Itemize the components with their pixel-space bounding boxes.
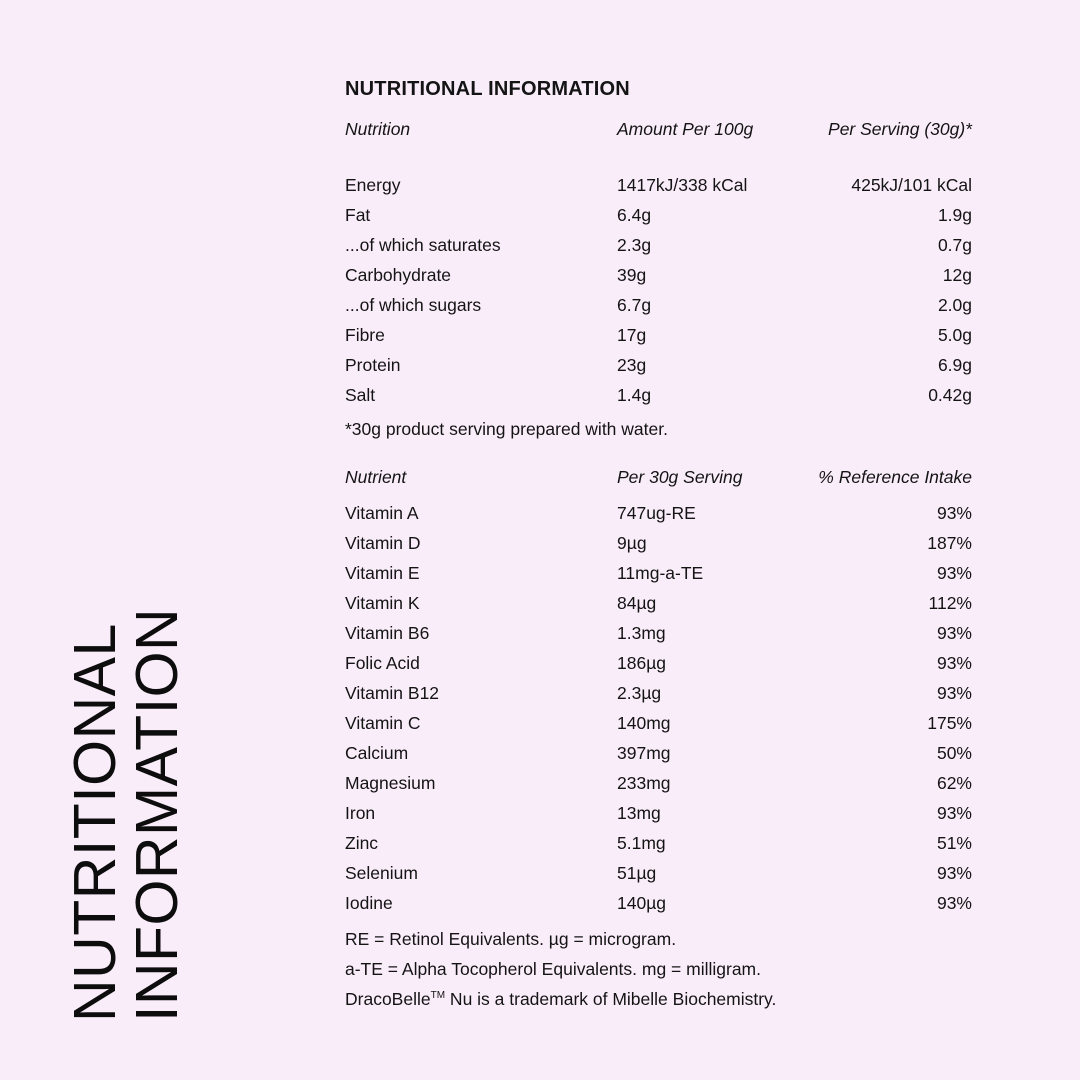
nutrient-label: Vitamin B12: [345, 683, 440, 703]
abbreviation-note-re: RE = Retinol Equivalents. µg = microgram.: [345, 929, 677, 949]
nutrition-panel: [345, 76, 972, 1014]
serving-footnote: *30g product serving prepared with water.: [345, 419, 668, 439]
nutrient-label: Vitamin C: [345, 713, 421, 733]
reference-intake-value: 62%: [936, 773, 972, 793]
nutrient-label: Vitamin B6: [345, 623, 430, 643]
macro-table-header: [345, 114, 972, 144]
reference-intake-value: 93%: [936, 683, 972, 703]
per-30g-serving-value: 9µg: [617, 533, 647, 553]
table-row: [345, 290, 972, 320]
table-row: [345, 798, 972, 828]
nutrient-label: Carbohydrate: [345, 265, 452, 285]
nutrient-label: Iron: [345, 803, 376, 823]
per-30g-serving-value: 140µg: [617, 893, 667, 913]
column-header-reference-intake: % Reference Intake: [818, 467, 972, 487]
nutrient-label: Calcium: [345, 743, 409, 763]
nutrient-label: Magnesium: [345, 773, 436, 793]
table-row: [345, 380, 972, 410]
nutrient-label: Vitamin E: [345, 563, 420, 583]
table-row: [345, 200, 972, 230]
micro-table-header: [345, 462, 972, 492]
nutrient-label: Iodine: [345, 893, 393, 913]
per-serving-value: 6.9g: [937, 355, 972, 375]
column-header-per-30g-serving: Per 30g Serving: [617, 467, 743, 487]
table-row: [345, 588, 972, 618]
reference-intake-value: 93%: [936, 623, 972, 643]
nutrient-label: ...of which saturates: [345, 235, 501, 255]
per-serving-value: 5.0g: [937, 325, 972, 345]
reference-intake-value: 93%: [936, 653, 972, 673]
reference-intake-value: 93%: [936, 803, 972, 823]
reference-intake-value: 50%: [936, 743, 972, 763]
reference-intake-value: 175%: [927, 713, 972, 733]
table-row: [345, 260, 972, 290]
macro-table-body: [345, 170, 972, 410]
column-header-per-serving: Per Serving (30g)*: [828, 119, 972, 139]
per-serving-value: 0.7g: [937, 235, 972, 255]
nutrient-label: Vitamin A: [345, 503, 419, 523]
nutrient-label: Salt: [345, 385, 376, 405]
table-row: [345, 528, 972, 558]
table-row: [345, 858, 972, 888]
table-row: [345, 648, 972, 678]
reference-intake-value: 93%: [936, 893, 972, 913]
table-row: [345, 230, 972, 260]
nutrient-label: Vitamin K: [345, 593, 420, 613]
per-30g-serving-value: 186µg: [617, 653, 667, 673]
per-30g-serving-value: 1.3mg: [617, 623, 666, 643]
table-row: [345, 738, 972, 768]
reference-intake-value: 187%: [927, 533, 972, 553]
per-30g-serving-value: 2.3µg: [617, 683, 662, 703]
amount-per-100g-value: 6.4g: [617, 205, 652, 225]
table-row: [345, 320, 972, 350]
per-serving-value: 0.42g: [928, 385, 972, 405]
column-header-nutrition: Nutrition: [345, 119, 411, 139]
per-30g-serving-value: 84µg: [617, 593, 657, 613]
panel-title: NUTRITIONAL INFORMATION: [345, 78, 630, 100]
amount-per-100g-value: 6.7g: [617, 295, 652, 315]
table-row: [345, 618, 972, 648]
per-30g-serving-value: 233mg: [617, 773, 671, 793]
per-30g-serving-value: 5.1mg: [617, 833, 666, 853]
amount-per-100g-value: 1.4g: [617, 385, 652, 405]
amount-per-100g-value: 17g: [617, 325, 647, 345]
per-30g-serving-value: 51µg: [617, 863, 657, 883]
micro-table-body: [345, 498, 972, 918]
reference-intake-value: 93%: [936, 563, 972, 583]
per-serving-value: 2.0g: [937, 295, 972, 315]
table-row: [345, 678, 972, 708]
reference-intake-value: 93%: [936, 863, 972, 883]
nutrient-label: Selenium: [345, 863, 418, 883]
per-serving-value: 1.9g: [937, 205, 972, 225]
table-row: [345, 768, 972, 798]
vertical-title-line-1: NUTRITIONAL: [62, 623, 128, 1022]
nutrient-label: Vitamin D: [345, 533, 421, 553]
nutrient-label: Protein: [345, 355, 401, 375]
nutrient-label: Fat: [345, 205, 371, 225]
trademark-suffix: Nu is a trademark of Mibelle Biochemistry.: [445, 989, 777, 1009]
nutrient-label: Fibre: [345, 325, 385, 345]
vertical-title-text: [64, 556, 200, 1022]
table-row: [345, 558, 972, 588]
amount-per-100g-value: 23g: [617, 355, 647, 375]
table-row: [345, 888, 972, 918]
vertical-title-line-2: INFORMATION: [124, 607, 190, 1022]
trademark-note: [345, 984, 972, 1014]
per-serving-value: 425kJ/101 kCal: [851, 175, 972, 195]
nutrient-label: Zinc: [345, 833, 379, 853]
nutrient-label: ...of which sugars: [345, 295, 482, 315]
abbreviation-note-ate: a-TE = Alpha Tocopherol Equivalents. mg = milligram.: [345, 959, 761, 979]
amount-per-100g-value: 39g: [617, 265, 647, 285]
column-header-nutrient: Nutrient: [345, 467, 407, 487]
column-header-amount-per-100g: Amount Per 100g: [617, 119, 754, 139]
nutrient-label: Energy: [345, 175, 401, 195]
table-row: [345, 828, 972, 858]
per-30g-serving-value: 747ug-RE: [617, 503, 696, 523]
per-serving-value: 12g: [942, 265, 972, 285]
amount-per-100g-value: 1417kJ/338 kCal: [617, 175, 748, 195]
vertical-title: [64, 556, 200, 1022]
per-30g-serving-value: 13mg: [617, 803, 661, 823]
table-row: [345, 498, 972, 528]
amount-per-100g-value: 2.3g: [617, 235, 652, 255]
nutrient-label: Folic Acid: [345, 653, 420, 673]
table-row: [345, 170, 972, 200]
trademark-superscript: TM: [430, 990, 446, 1002]
reference-intake-value: 112%: [928, 593, 972, 613]
trademark-prefix: DracoBelle: [345, 989, 431, 1009]
table-row: [345, 350, 972, 380]
per-30g-serving-value: 397mg: [617, 743, 671, 763]
endnotes: [345, 924, 972, 1014]
table-row: [345, 708, 972, 738]
reference-intake-value: 93%: [936, 503, 972, 523]
per-30g-serving-value: 140mg: [617, 713, 671, 733]
reference-intake-value: 51%: [936, 833, 972, 853]
per-30g-serving-value: 11mg-a-TE: [617, 563, 704, 583]
